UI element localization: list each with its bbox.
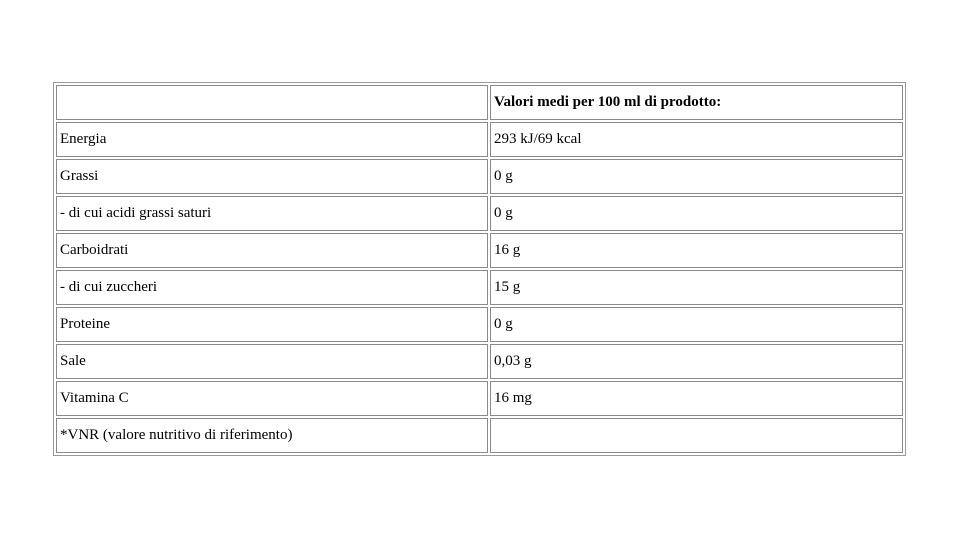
footnote-empty-cell [490,418,903,453]
nutrient-value: 16 mg [490,381,903,416]
nutrient-name: Proteine [56,307,488,342]
table-row [56,344,903,379]
nutrient-name: Energia [56,122,488,157]
table-row [56,159,903,194]
nutrient-name: Sale [56,344,488,379]
nutrient-name: Vitamina C [56,381,488,416]
table-row [56,381,903,416]
footnote-text: *VNR (valore nutritivo di riferimento) [56,418,488,453]
nutrient-name: Grassi [56,159,488,194]
table-header-row [56,85,903,120]
nutrient-value: 0 g [490,307,903,342]
nutrient-value: 0 g [490,159,903,194]
nutrient-value: 0,03 g [490,344,903,379]
nutrient-name: Carboidrati [56,233,488,268]
nutrient-name: - di cui zuccheri [56,270,488,305]
header-cell-values: Valori medi per 100 ml di prodotto: [490,85,903,120]
nutrition-table [53,82,906,456]
table-row [56,233,903,268]
nutrient-value: 293 kJ/69 kcal [490,122,903,157]
table-row [56,122,903,157]
table-row [56,270,903,305]
nutrient-value: 15 g [490,270,903,305]
nutrient-name: - di cui acidi grassi saturi [56,196,488,231]
table-row [56,307,903,342]
nutrient-value: 0 g [490,196,903,231]
header-cell-empty [56,85,488,120]
table-row [56,196,903,231]
nutrient-value: 16 g [490,233,903,268]
table-footnote-row [56,418,903,453]
